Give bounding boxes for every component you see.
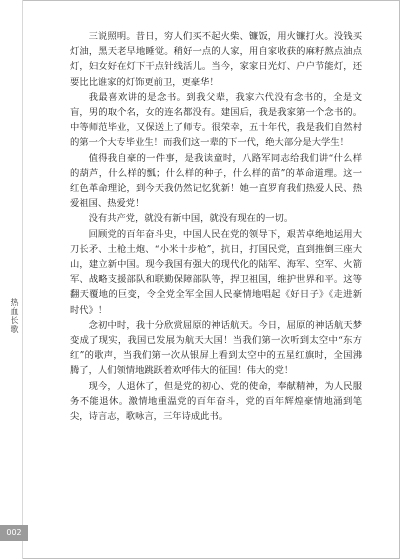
paragraph-pride: 值得我自豪的一件事，是我读童时，八路军同志给我们讲“什么样的葫芦，什么样的瓢；什么样的种子，什么样的苗”的革命道理。这一红色革命理论，到今天我仍然记忆犹新！她一直罗育我们热爱人民、热爱祖国、热爱党！ xyxy=(70,152,362,210)
paragraph-retirement: 现今，人退休了，但是党的初心、党的使命，奉献精神，为人民服务不能退休。激情地重温党的百年奋斗，党的百年辉煌豪情地涌到笔尖，诗言志，歌咏言，三年诗成此书。 xyxy=(70,380,362,423)
paragraph-study: 我最喜欢讲的是念书。到我父辈，我家六代没有念书的，全是文盲，男的取个名，女的连名都没有。建国后，我是我家第一个念书的。中等师范毕业，又保送上了师专。很荣幸，五十年代，我是我们自然村的第一个大专毕业生！而我们这一辈的下一代，绝大部分是大学生！ xyxy=(70,91,362,149)
running-book-title: 热血长歌 xyxy=(10,298,19,334)
paragraph-lighting: 三说照明。昔日，穷人们买不起火柴、镰饭，用火镰打火。没钱买灯油，黑天老早地睡觉。稍好一点的人家，用自家收获的麻籽熬点油点灯，妇女好在灯下干点针线活儿。当今，家家日光灯、户户节能灯，还要比比谁家的灯饰更前卫，更豪华！ xyxy=(70,31,362,88)
left-margin-bar xyxy=(0,0,23,559)
paragraph-space: 念初中时，我十分欣赏屈原的神话航天。今日，屈原的神话航天梦变成了现实，我国已发展为航天大国！当我们第一次听到太空中“东方红”的歌声，当我们第一次从银屏上看到太空中的五星红旗时，全国沸腾了，人们领情地跳跃着欢呼伟大的征国！伟大的党！ xyxy=(70,319,362,377)
page-number: 002 xyxy=(0,525,28,541)
paragraph-history: 回顾党的百年奋斗史，中国人民在党的领导下，艰苦卓绝地运用大刀长矛、土枪土炮、“小米十步枪”，抗日，打国民党，直到推倒三座大山，建立新中国。现今我国有强大的现代化的陆军、海军、空军、火箭军、战略支援部队和联勤保障部队等，捍卫祖国，维护世界和平。这等翻天覆地的巨变，令全党全军全国人民豪情地唱起《好日子》《走进新时代》！ xyxy=(70,228,362,316)
paragraph-party: 没有共产党，就没有新中国，就没有现在的一切。 xyxy=(88,213,294,225)
body-text xyxy=(70,29,362,424)
